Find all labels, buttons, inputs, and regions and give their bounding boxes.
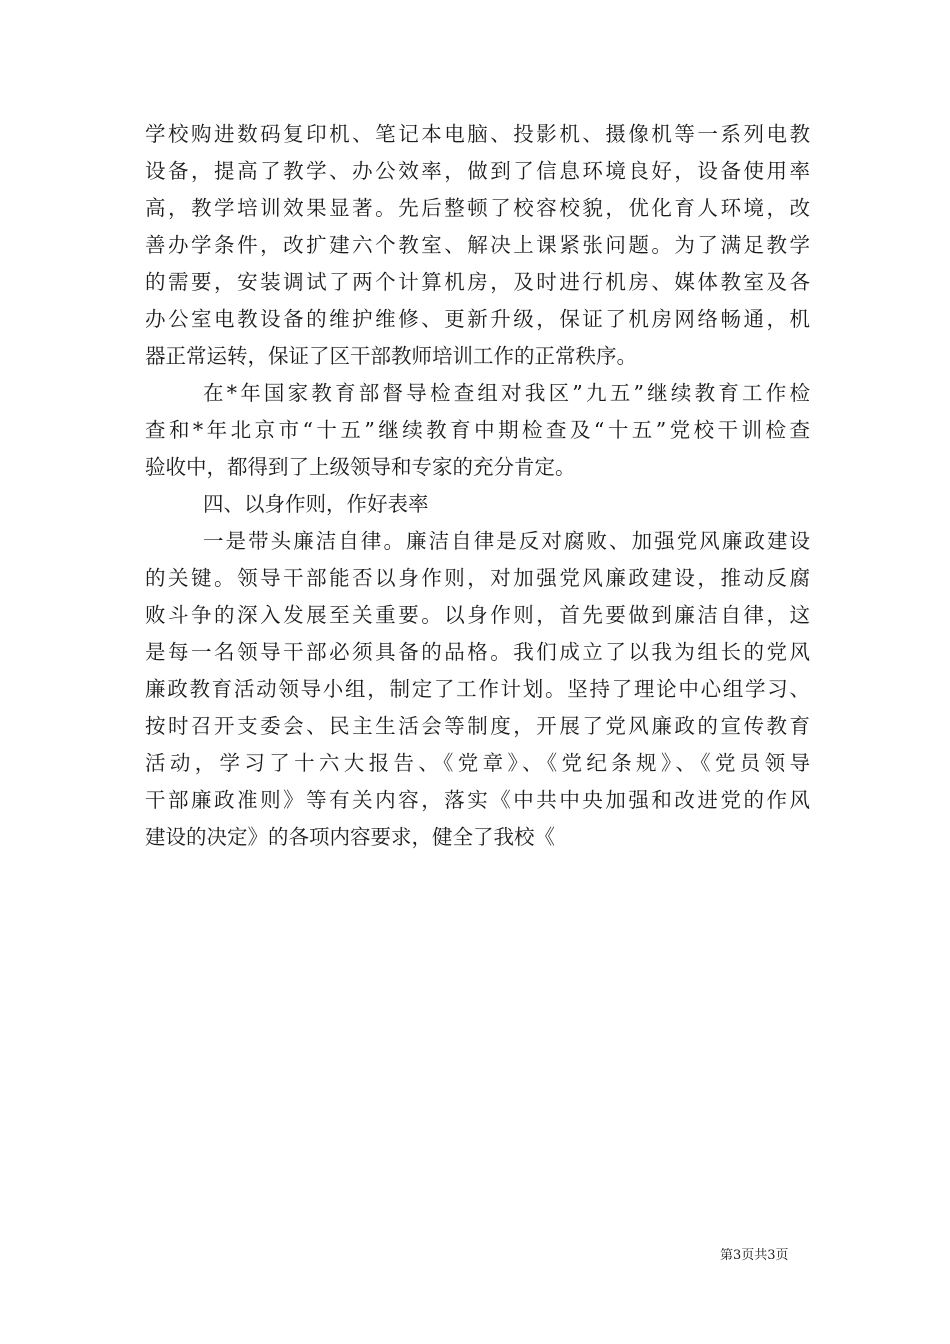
text-line: 是每一名领导干部必须具备的品格。我们成立了以我为组长的党风: [145, 640, 810, 664]
paragraph-start-line: 一是带头廉洁自律。廉洁自律是反对腐败、加强党风廉政建设: [203, 529, 810, 553]
text-line: 干部廉政准则》等有关内容，落实《中共中央加强和改进党的作风: [145, 788, 810, 812]
text-line: 设备，提高了教学、办公效率，做到了信息环境良好，设备使用率: [145, 159, 810, 183]
text-line: 活动，学习了十六大报告、《党章》、《党纪条规》、《党员领导: [145, 751, 810, 775]
document-body: [145, 116, 810, 856]
text-line: 败斗争的深入发展至关重要。以身作则，首先要做到廉洁自律，这: [145, 603, 810, 627]
text-line: 办公室电教设备的维护维修、更新升级，保证了机房网络畅通，机: [145, 307, 810, 331]
text-line: 的需要，安装调试了两个计算机房，及时进行机房、媒体教室及各: [145, 270, 810, 294]
text-line: 的关键。领导干部能否以身作则，对加强党风廉政建设，推动反腐: [145, 566, 810, 590]
text-line: 验收中，都得到了上级领导和专家的充分肯定。: [145, 455, 576, 479]
text-line: 学校购进数码复印机、笔记本电脑、投影机、摄像机等一系列电教: [145, 122, 810, 146]
page-number-footer: 第3页共3页: [720, 1248, 789, 1263]
text-line: 器正常运转，保证了区干部教师培训工作的正常秩序。: [145, 344, 637, 368]
text-line: 建设的决定》的各项内容要求，健全了我校《: [145, 825, 555, 849]
text-line: 查和*年北京市“十五”继续教育中期检查及“十五”党校干训检查: [145, 418, 810, 442]
paragraph-start-line: 在*年国家教育部督导检查组对我区”九五”继续教育工作检: [203, 381, 810, 405]
section-heading: 四、以身作则，作好表率: [203, 492, 429, 516]
text-line: 高，教学培训效果显著。先后整顿了校容校貌，优化育人环境，改: [145, 196, 810, 220]
text-line: 按时召开支委会、民主生活会等制度，开展了党风廉政的宣传教育: [145, 714, 810, 738]
text-line: 廉政教育活动领导小组，制定了工作计划。坚持了理论中心组学习、: [145, 677, 810, 701]
text-line: 善办学条件，改扩建六个教室、解决上课紧张问题。为了满足教学: [145, 233, 810, 257]
